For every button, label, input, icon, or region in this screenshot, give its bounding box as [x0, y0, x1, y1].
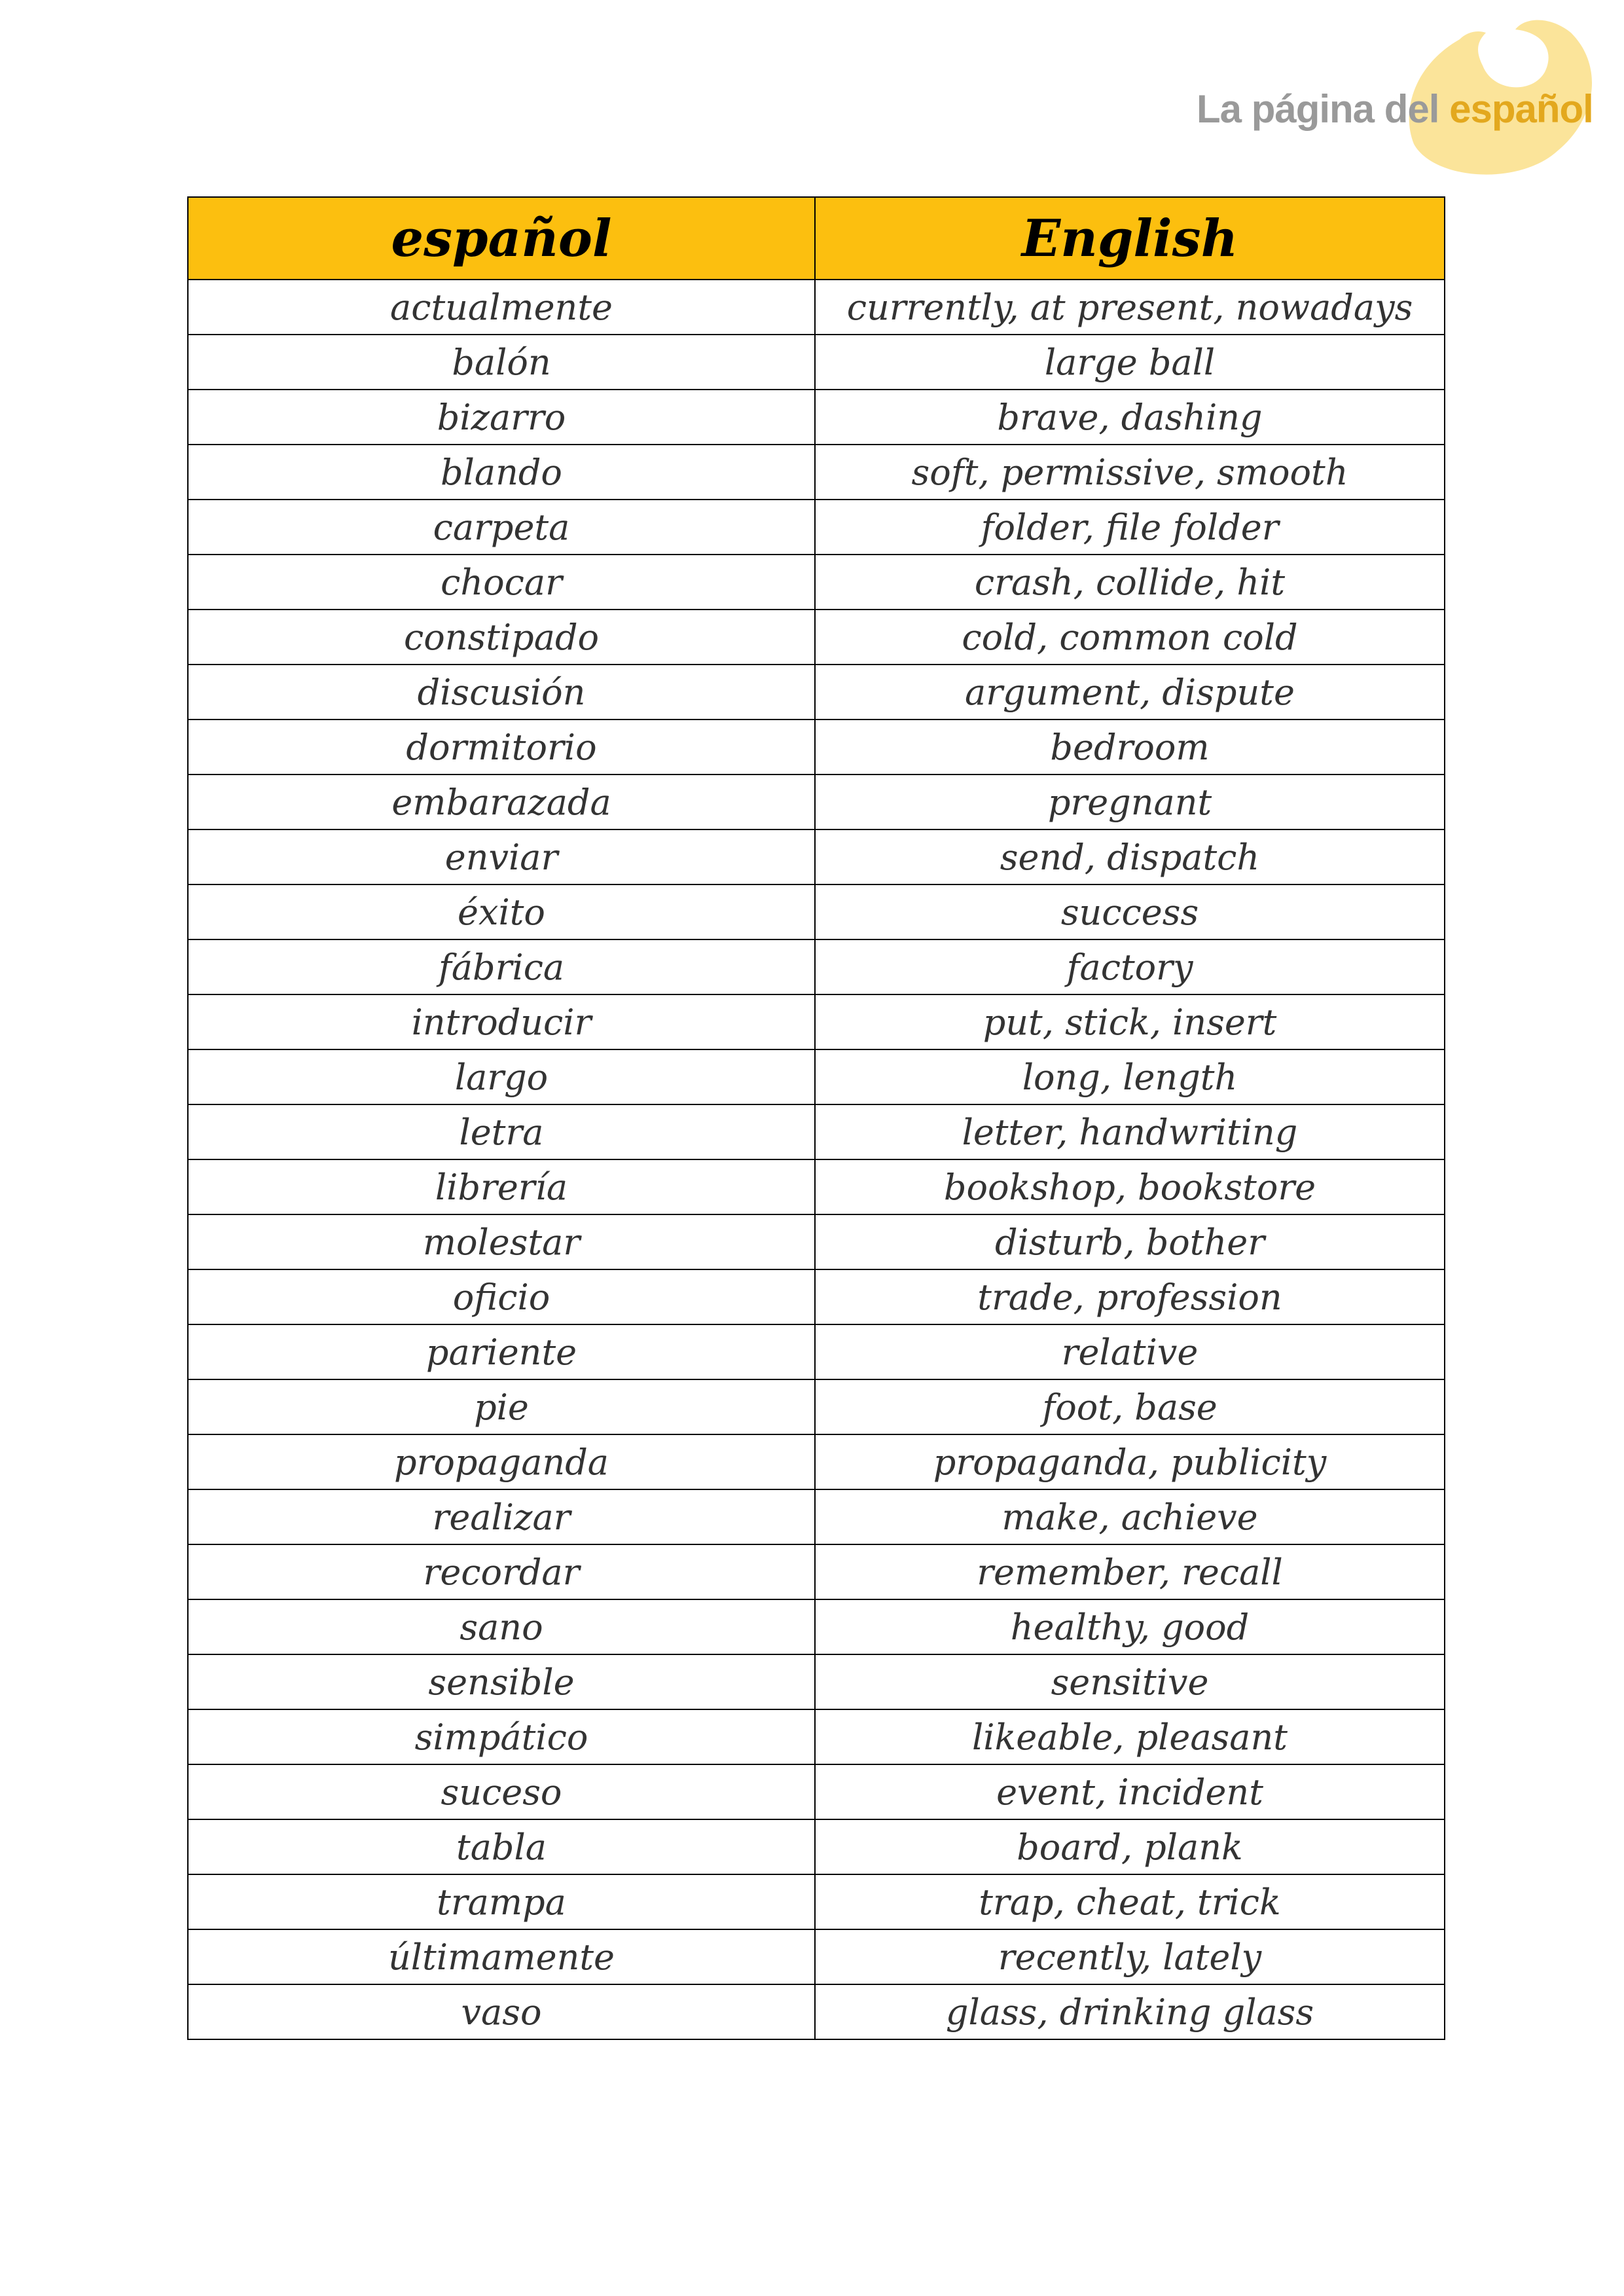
- table-row: [188, 1489, 1445, 1544]
- brand-logo: [1152, 13, 1604, 183]
- cell-english: board, plank: [815, 1819, 1445, 1874]
- cell-english: sensitive: [815, 1654, 1445, 1709]
- cell-spanish: molestar: [188, 1214, 815, 1269]
- cell-spanish: fábrica: [188, 939, 815, 994]
- cell-spanish: largo: [188, 1049, 815, 1104]
- table-row: [188, 280, 1445, 335]
- cell-english: folder, file folder: [815, 500, 1445, 555]
- cell-english: put, stick, insert: [815, 994, 1445, 1049]
- table-row: [188, 335, 1445, 390]
- cell-spanish: tabla: [188, 1819, 815, 1874]
- cell-spanish: realizar: [188, 1489, 815, 1544]
- cell-english: factory: [815, 939, 1445, 994]
- table-row: [188, 500, 1445, 555]
- table-row: [188, 1709, 1445, 1764]
- cell-english: likeable, pleasant: [815, 1709, 1445, 1764]
- cell-spanish: blando: [188, 445, 815, 500]
- table-row: [188, 665, 1445, 720]
- cell-english: soft, permissive, smooth: [815, 445, 1445, 500]
- cell-spanish: actualmente: [188, 280, 815, 335]
- cell-spanish: pariente: [188, 1324, 815, 1379]
- cell-spanish: librería: [188, 1159, 815, 1214]
- cell-english: foot, base: [815, 1379, 1445, 1434]
- table-row: [188, 1159, 1445, 1214]
- cell-spanish: oficio: [188, 1269, 815, 1324]
- brand-name: [1197, 86, 1593, 132]
- cell-spanish: propaganda: [188, 1434, 815, 1489]
- table-header-row: [188, 197, 1445, 280]
- table-row: [188, 1984, 1445, 2039]
- cell-spanish: dormitorio: [188, 720, 815, 774]
- cell-english: bookshop, bookstore: [815, 1159, 1445, 1214]
- cell-spanish: discusión: [188, 665, 815, 720]
- table-row: [188, 939, 1445, 994]
- table-row: [188, 1434, 1445, 1489]
- cell-spanish: éxito: [188, 884, 815, 939]
- cell-english: make, achieve: [815, 1489, 1445, 1544]
- table-row: [188, 1049, 1445, 1104]
- cell-english: long, length: [815, 1049, 1445, 1104]
- header-english: English: [815, 197, 1445, 280]
- table-row: [188, 1874, 1445, 1929]
- cell-spanish: últimamente: [188, 1929, 815, 1984]
- cell-english: argument, dispute: [815, 665, 1445, 720]
- cell-spanish: constipado: [188, 610, 815, 665]
- cell-english: trade, profession: [815, 1269, 1445, 1324]
- cell-spanish: pie: [188, 1379, 815, 1434]
- cell-spanish: sano: [188, 1599, 815, 1654]
- table-row: [188, 829, 1445, 884]
- cell-spanish: carpeta: [188, 500, 815, 555]
- cell-spanish: enviar: [188, 829, 815, 884]
- table-row: [188, 1764, 1445, 1819]
- cell-english: letter, handwriting: [815, 1104, 1445, 1159]
- cell-spanish: vaso: [188, 1984, 815, 2039]
- table-row: [188, 1214, 1445, 1269]
- table-row: [188, 994, 1445, 1049]
- cell-english: send, dispatch: [815, 829, 1445, 884]
- cell-english: event, incident: [815, 1764, 1445, 1819]
- cell-english: healthy, good: [815, 1599, 1445, 1654]
- table-row: [188, 390, 1445, 445]
- table-row: [188, 1819, 1445, 1874]
- cell-spanish: trampa: [188, 1874, 815, 1929]
- cell-english: crash, collide, hit: [815, 555, 1445, 610]
- cell-english: glass, drinking glass: [815, 1984, 1445, 2039]
- brand-name-part2: español: [1449, 87, 1593, 131]
- cell-english: pregnant: [815, 774, 1445, 829]
- brand-name-part1: La página del: [1197, 87, 1450, 131]
- cell-english: currently, at present, nowadays: [815, 280, 1445, 335]
- table-row: [188, 1269, 1445, 1324]
- cell-english: large ball: [815, 335, 1445, 390]
- cell-spanish: letra: [188, 1104, 815, 1159]
- cell-english: relative: [815, 1324, 1445, 1379]
- cell-spanish: embarazada: [188, 774, 815, 829]
- cell-english: propaganda, publicity: [815, 1434, 1445, 1489]
- cell-spanish: sensible: [188, 1654, 815, 1709]
- cell-spanish: recordar: [188, 1544, 815, 1599]
- cell-english: remember, recall: [815, 1544, 1445, 1599]
- table-row: [188, 1379, 1445, 1434]
- table-body: [188, 280, 1445, 2039]
- table-row: [188, 610, 1445, 665]
- table-row: [188, 1324, 1445, 1379]
- table-row: [188, 445, 1445, 500]
- cell-spanish: bizarro: [188, 390, 815, 445]
- cell-english: disturb, bother: [815, 1214, 1445, 1269]
- table-row: [188, 1929, 1445, 1984]
- table-row: [188, 1599, 1445, 1654]
- cell-english: bedroom: [815, 720, 1445, 774]
- cell-spanish: simpático: [188, 1709, 815, 1764]
- cell-english: trap, cheat, trick: [815, 1874, 1445, 1929]
- cell-spanish: introducir: [188, 994, 815, 1049]
- header-spanish: español: [188, 197, 815, 280]
- cell-spanish: chocar: [188, 555, 815, 610]
- cell-spanish: balón: [188, 335, 815, 390]
- cell-english: success: [815, 884, 1445, 939]
- table-row: [188, 555, 1445, 610]
- cell-english: cold, common cold: [815, 610, 1445, 665]
- table-row: [188, 884, 1445, 939]
- table-row: [188, 774, 1445, 829]
- table-row: [188, 720, 1445, 774]
- cell-english: recently, lately: [815, 1929, 1445, 1984]
- table-row: [188, 1104, 1445, 1159]
- vocabulary-table: [187, 196, 1445, 2040]
- cell-english: brave, dashing: [815, 390, 1445, 445]
- cell-spanish: suceso: [188, 1764, 815, 1819]
- table-row: [188, 1654, 1445, 1709]
- table-row: [188, 1544, 1445, 1599]
